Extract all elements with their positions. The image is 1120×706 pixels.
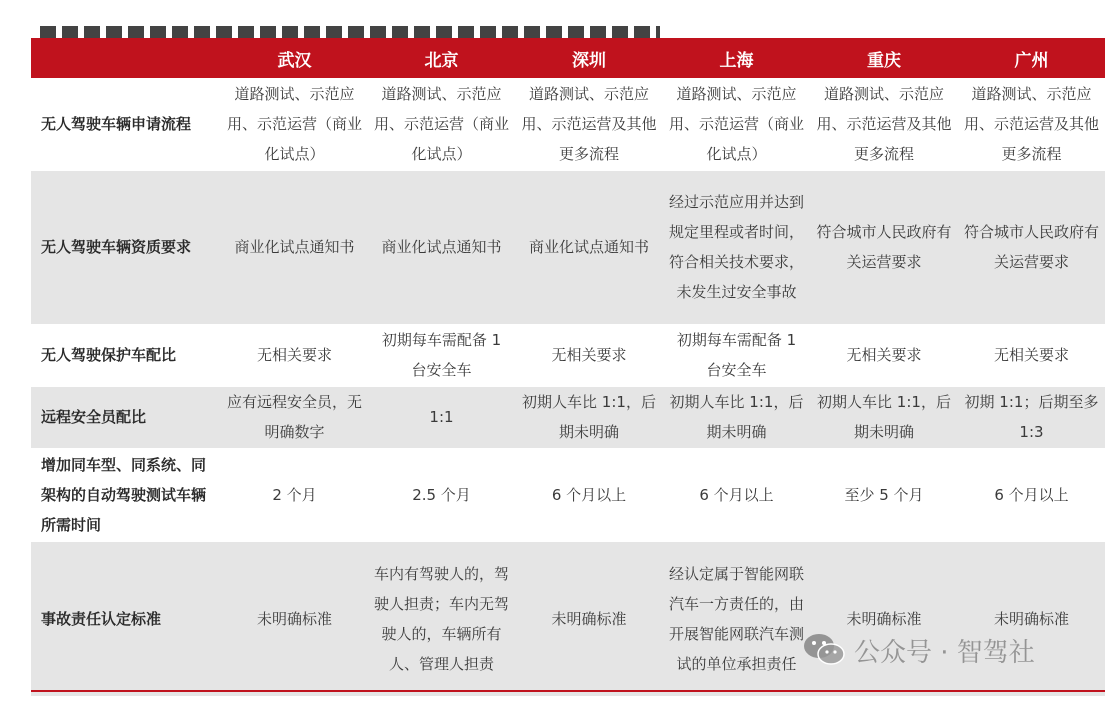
cell-guangzhou: 符合城市人民政府有关运营要求 [958, 170, 1105, 324]
row-label: 增加同车型、同系统、同架构的自动驾驶测试车辆所需时间 [31, 448, 221, 541]
clipped-title-remnant [40, 26, 660, 38]
cell-chongqing: 至少 5 个月 [810, 448, 958, 541]
cell-shanghai: 初期每车需配备 1 台安全车 [663, 324, 810, 386]
city-comparison-table [31, 38, 1105, 697]
row-remote-safety-officer [31, 386, 1105, 448]
cell-guangzhou: 未明确标准 [958, 541, 1105, 696]
clipped-title [40, 0, 660, 38]
cell-wuhan: 应有远程安全员，无明确数字 [221, 386, 368, 448]
header-shanghai: 上海 [663, 38, 810, 78]
watermark-text: 公众号 · 智驾社 [854, 637, 1035, 668]
cell-shanghai: 经认定属于智能网联汽车一方责任的，由开展智能网联汽车测试的单位承担责任 [663, 541, 810, 696]
cell-beijing: 商业化试点通知书 [368, 170, 515, 324]
cell-chongqing: 道路测试、示范应用、示范运营及其他更多流程 [810, 78, 958, 170]
cell-shenzhen: 道路测试、示范应用、示范运营及其他更多流程 [515, 78, 663, 170]
cell-guangzhou: 初期 1:1；后期至多 1:3 [958, 386, 1105, 448]
header-guangzhou: 广州 [958, 38, 1105, 78]
cell-shenzhen: 初期人车比 1:1，后期未明确 [515, 386, 663, 448]
row-qualification [31, 170, 1105, 324]
cell-shenzhen: 无相关要求 [515, 324, 663, 386]
row-label: 无人驾驶车辆申请流程 [31, 78, 221, 170]
cell-chongqing: 未明确标准 [810, 541, 958, 696]
row-added-vehicle-time [31, 448, 1105, 541]
cell-chongqing: 初期人车比 1:1，后期未明确 [810, 386, 958, 448]
cell-wuhan: 无相关要求 [221, 324, 368, 386]
row-label: 无人驾驶车辆资质要求 [31, 170, 221, 324]
cell-shenzhen: 商业化试点通知书 [515, 170, 663, 324]
cell-chongqing: 无相关要求 [810, 324, 958, 386]
cell-chongqing: 符合城市人民政府有关运营要求 [810, 170, 958, 324]
header-wuhan: 武汉 [221, 38, 368, 78]
header-corner [31, 38, 221, 78]
row-application-process [31, 78, 1105, 170]
header-shenzhen: 深圳 [515, 38, 663, 78]
cell-shanghai: 6 个月以上 [663, 448, 810, 541]
cell-beijing: 1:1 [368, 386, 515, 448]
cell-wuhan: 商业化试点通知书 [221, 170, 368, 324]
header-beijing: 北京 [368, 38, 515, 78]
row-label: 事故责任认定标准 [31, 541, 221, 696]
bottom-rule [31, 690, 1105, 692]
cell-guangzhou: 无相关要求 [958, 324, 1105, 386]
cell-guangzhou: 道路测试、示范应用、示范运营及其他更多流程 [958, 78, 1105, 170]
row-liability-standard [31, 541, 1105, 696]
cell-beijing: 车内有驾驶人的，驾驶人担责；车内无驾驶人的，车辆所有人、管理人担责 [368, 541, 515, 696]
watermark [802, 628, 1035, 672]
cell-wuhan: 道路测试、示范应用、示范运营（商业化试点） [221, 78, 368, 170]
row-protection-vehicle [31, 324, 1105, 386]
cell-shanghai: 初期人车比 1:1，后期未明确 [663, 386, 810, 448]
header-chongqing: 重庆 [810, 38, 958, 78]
cell-shenzhen: 未明确标准 [515, 541, 663, 696]
cell-wuhan: 2 个月 [221, 448, 368, 541]
row-label: 远程安全员配比 [31, 386, 221, 448]
cell-shanghai: 经过示范应用并达到规定里程或者时间，符合相关技术要求，未发生过安全事故 [663, 170, 810, 324]
cell-beijing: 初期每车需配备 1 台安全车 [368, 324, 515, 386]
row-label: 无人驾驶保护车配比 [31, 324, 221, 386]
cell-guangzhou: 6 个月以上 [958, 448, 1105, 541]
cell-shanghai: 道路测试、示范应用、示范运营（商业化试点） [663, 78, 810, 170]
cell-beijing: 2.5 个月 [368, 448, 515, 541]
wechat-icon [802, 632, 846, 668]
cell-wuhan: 未明确标准 [221, 541, 368, 696]
header-row [31, 38, 1105, 78]
cell-beijing: 道路测试、示范应用、示范运营（商业化试点） [368, 78, 515, 170]
cell-shenzhen: 6 个月以上 [515, 448, 663, 541]
